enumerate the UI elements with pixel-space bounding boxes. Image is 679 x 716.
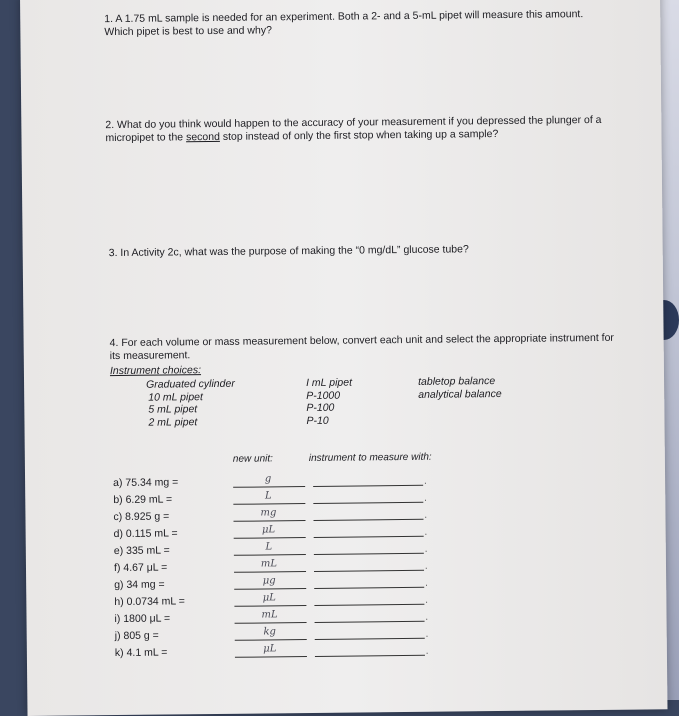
new-unit-header: new unit: <box>232 453 273 465</box>
new-unit-blank[interactable] <box>235 639 307 641</box>
measurement-label: g) 34 mg = <box>114 578 165 592</box>
handwritten-unit: μL <box>262 592 276 604</box>
new-unit-blank[interactable] <box>234 571 306 573</box>
choice-item: P-1000 <box>306 389 341 402</box>
instrument-blank[interactable] <box>313 502 423 504</box>
line-period: . <box>424 560 428 571</box>
measurement-label: h) 0.0734 mL = <box>114 595 185 609</box>
line-period: . <box>424 543 428 554</box>
line-period: . <box>424 475 427 486</box>
line-period: . <box>425 577 428 588</box>
handwritten-unit: L <box>264 490 272 502</box>
measurement-label: j) 805 g = <box>114 629 159 643</box>
choice-item: 5 mL pipet <box>148 403 198 416</box>
handwritten-unit: mL <box>260 558 278 570</box>
line-period: . <box>424 509 428 520</box>
question-4-prompt: 4. For each volume or mass measurement below, convert each unit and select the appropriate instrument for its measurement. <box>109 331 614 363</box>
choice-item: analytical balance <box>418 387 502 401</box>
instrument-column-3 <box>418 375 502 401</box>
new-unit-blank[interactable] <box>235 656 307 658</box>
instrument-blank[interactable] <box>314 519 424 521</box>
handwritten-unit: μL <box>261 524 276 536</box>
measurement-label: f) 4.67 μL = <box>113 561 168 575</box>
measurement-label: e) 335 mL = <box>113 544 170 558</box>
instrument-header: instrument to measure with: <box>308 451 432 465</box>
instrument-blank[interactable] <box>314 570 424 572</box>
new-unit-blank[interactable] <box>234 554 306 556</box>
instrument-blank[interactable] <box>314 536 424 538</box>
question-1: 1. A 1.75 mL sample is needed for an experiment. Both a 2- and a 5-mL pipet will measure this amount. Which pipet is best to use and why? <box>104 8 584 39</box>
instrument-column-2 <box>306 377 352 427</box>
line-period: . <box>425 628 429 639</box>
handwritten-unit: μg <box>262 575 276 587</box>
new-unit-blank[interactable] <box>234 588 306 590</box>
instrument-blank[interactable] <box>314 604 424 606</box>
instrument-blank[interactable] <box>315 621 425 623</box>
worksheet-page <box>20 0 668 716</box>
instrument-column-1 <box>146 378 235 429</box>
measurement-label: a) 75.34 mg = <box>113 476 179 490</box>
question-2-text: 2. What do you think would happen to the accuracy of your measurement if you depressed the plunger of a micropipet to the <box>105 113 602 145</box>
handwritten-unit: mg <box>260 507 277 519</box>
instrument-choices-heading: Instrument choices: <box>109 364 202 378</box>
question-3: 3. In Activity 2c, what was the purpose of making the “0 mg/dL” glucose tube? <box>108 243 469 260</box>
new-unit-blank[interactable] <box>234 520 306 522</box>
instrument-blank[interactable] <box>315 655 425 657</box>
choice-item: tabletop balance <box>417 375 496 388</box>
instrument-blank[interactable] <box>314 553 424 555</box>
choice-item: P-100 <box>306 401 335 415</box>
choice-item: 2 mL pipet <box>148 415 198 429</box>
choice-item: I mL pipet <box>306 376 353 390</box>
choice-item: 10 mL pipet <box>148 390 203 404</box>
new-unit-blank[interactable] <box>233 486 305 488</box>
handwritten-unit: L <box>265 541 273 553</box>
new-unit-blank[interactable] <box>235 622 307 624</box>
choice-item: Graduated cylinder <box>146 377 235 391</box>
measurement-label: b) 6.29 mL = <box>113 493 173 507</box>
new-unit-blank[interactable] <box>234 537 306 539</box>
line-period: . <box>425 645 429 656</box>
new-unit-blank[interactable] <box>233 503 305 505</box>
measurement-label: k) 4.1 mL = <box>114 646 168 660</box>
handwritten-unit: g <box>264 473 272 485</box>
new-unit-blank[interactable] <box>234 605 306 607</box>
choice-item: P-10 <box>306 414 329 427</box>
instrument-blank[interactable] <box>315 638 425 640</box>
line-period: . <box>425 611 429 622</box>
instrument-blank[interactable] <box>314 587 424 589</box>
instrument-blank[interactable] <box>313 485 423 487</box>
conversion-row <box>115 640 595 662</box>
measurement-label: i) 1800 μL = <box>114 612 171 626</box>
handwritten-unit: μL <box>263 643 277 655</box>
line-period: . <box>424 492 427 503</box>
handwritten-unit: mL <box>261 609 278 621</box>
line-period: . <box>424 526 428 537</box>
question-2-text-end: stop instead of only the first stop when taking up a sample? <box>219 127 499 143</box>
measurement-label: d) 0.115 mL = <box>113 527 178 541</box>
question-2-underlined-word: second <box>185 130 220 144</box>
handwritten-unit: kg <box>263 626 276 638</box>
measurement-label: c) 8.925 g = <box>113 510 170 524</box>
question-2 <box>105 114 615 145</box>
line-period: . <box>425 594 428 605</box>
